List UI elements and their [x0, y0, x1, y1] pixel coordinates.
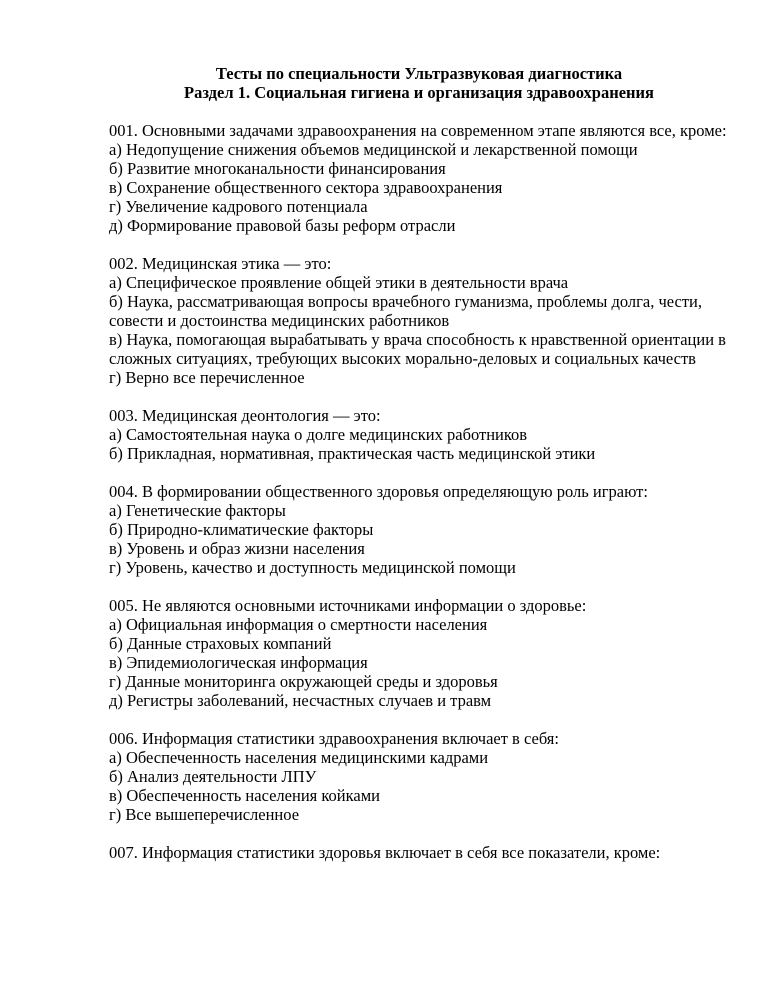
question-001 [109, 121, 729, 235]
answer-option: а) Обеспеченность населения медицинскими кадрами [109, 748, 489, 767]
answer-option: б) Анализ деятельности ЛПУ [109, 767, 317, 786]
document-page [109, 64, 729, 881]
answer-option: а) Генетические факторы [109, 501, 286, 520]
answer-option: г) Данные мониторинга окружающей среды и здоровья [109, 672, 498, 691]
question-003 [109, 406, 729, 463]
answer-option: в) Уровень и образ жизни населения [109, 539, 365, 558]
question-007 [109, 843, 729, 862]
question-text: 004. В формировании общественного здоровья определяющую роль играют: [109, 482, 648, 501]
answer-option: г) Увеличение кадрового потенциала [109, 197, 368, 216]
answer-option: б) Развитие многоканальности финансирования [109, 159, 446, 178]
answer-option: б) Природно-климатические факторы [109, 520, 374, 539]
question-text: 001. Основными задачами здравоохранения на современном этапе являются все, кроме: [109, 121, 727, 140]
answer-option: б) Прикладная, нормативная, практическая часть медицинской этики [109, 444, 596, 463]
answer-option: г) Все вышеперечисленное [109, 805, 300, 824]
answer-option: г) Верно все перечисленное [109, 368, 305, 387]
answer-option: а) Недопущение снижения объемов медицинской и лекарственной помощи [109, 140, 638, 159]
question-004 [109, 482, 729, 577]
title-block [109, 64, 729, 102]
answer-option: г) Уровень, качество и доступность медицинской помощи [109, 558, 516, 577]
question-text: 006. Информация статистики здравоохранения включает в себя: [109, 729, 559, 748]
answer-option: а) Специфическое проявление общей этики в деятельности врача [109, 273, 569, 292]
answer-option: б) Данные страховых компаний [109, 634, 332, 653]
question-text: 002. Медицинская этика — это: [109, 254, 332, 273]
question-005 [109, 596, 729, 710]
answer-option: в) Обеспеченность населения койками [109, 786, 380, 805]
document-title: Тесты по специальности Ультразвуковая диагностика [215, 64, 623, 83]
answer-option: а) Самостоятельная наука о долге медицинских работников [109, 425, 528, 444]
question-text: 007. Информация статистики здоровья включает в себя все показатели, кроме: [109, 843, 661, 862]
answer-option: д) Формирование правовой базы реформ отрасли [109, 216, 456, 235]
answer-option: б) Наука, рассматривающая вопросы врачебного гуманизма, проблемы долга, чести, совести и достоинства медицинских работников [109, 292, 702, 330]
section-title: Раздел 1. Социальная гигиена и организация здравоохранения [184, 83, 654, 102]
question-002 [109, 254, 729, 387]
answer-option: д) Регистры заболеваний, несчастных случаев и травм [109, 691, 492, 710]
answer-option: в) Эпидемиологическая информация [109, 653, 368, 672]
question-text: 005. Не являются основными источниками информации о здоровье: [109, 596, 587, 615]
answer-option: в) Наука, помогающая вырабатывать у врача способность к нравственной ориентации в сложных ситуациях, требующих высоких морально-деловых и социальных качеств [109, 330, 726, 368]
question-006 [109, 729, 729, 824]
answer-option: в) Сохранение общественного сектора здравоохранения [109, 178, 503, 197]
question-text: 003. Медицинская деонтология — это: [109, 406, 381, 425]
answer-option: а) Официальная информация о смертности населения [109, 615, 488, 634]
